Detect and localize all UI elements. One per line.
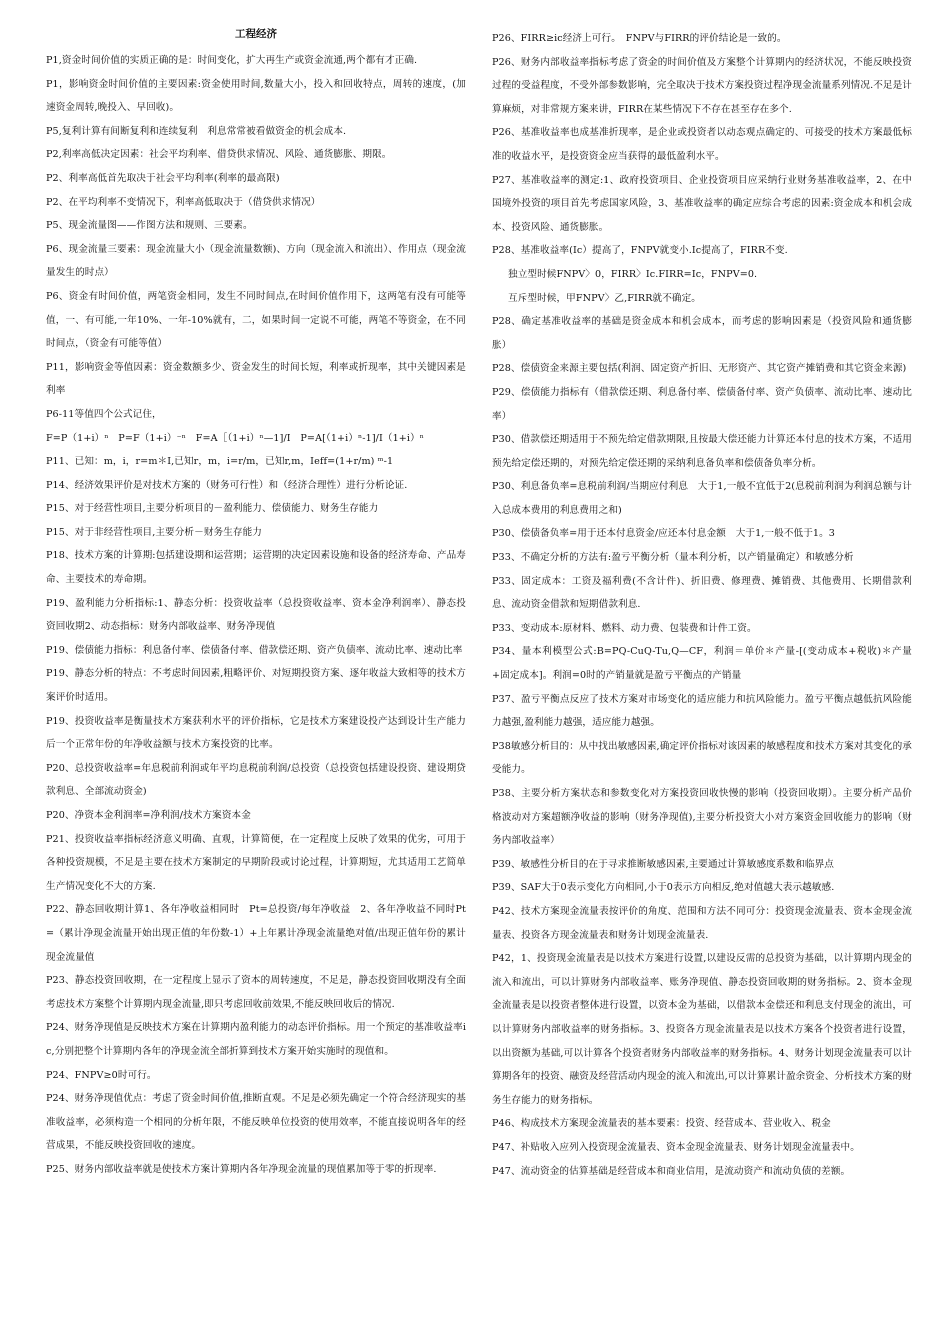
paragraph: P28、确定基准收益率的基础是资金成本和机会成本，而考虑的影响因素是（投资风险和通货膨胀） [492,316,912,351]
paragraph: P25、财务内部收益率就是使技术方案计算期内各年净现金流量的现值累加等于零的折现率. [46,1163,437,1175]
right-paragraphs [492,27,912,1183]
paragraph: P47、补贴收入应列入投资现金流量表、资本金现金流量表、财务计划现金流量表中。 [492,1141,860,1153]
paragraph: P1，影响资金时间价值的主要因素:资金使用时间,数量大小，投入和回收特点，周转的速度，(加速资金周转,晚投入、早回收)。 [46,78,466,114]
right-column [492,27,912,1183]
paragraph: P26、财务内部收益率指标考虑了资金的时间价值及方案整个计算期内的经济状况，不能反映投资过程的受益程度，不受外部参数影响，完全取决于技术方案投资过程净现金流量系列情况.不足是计算麻烦，对非常规方案来讲，FIRR在某些情况下不存在甚至存在多个. [492,56,912,115]
paragraph: P30、借款偿还期适用于不预先给定借款期限,且按最大偿还能力计算还本付息的技术方案，不适用预先给定偿还期的，对预先给定偿还期的采纳利息备负率和偿债备负率分析。 [492,434,912,469]
paragraph: P30、利息备负率=息税前利润/当期应付利息 大于1,一般不宜低于2(息税前利润为利润总额与计入总成本费用的利息费用之和) [492,481,912,516]
paragraph: P19、静态分析的特点：不考虑时间因素,粗略评价、对短期投资方案、逐年收益大致相等的技术方案评价时适用。 [46,668,466,704]
paragraph: P28、基准收益率(Ic）提高了，FNPV就变小.Ic提高了，FIRR不变. [492,245,788,257]
paragraph: P19、偿债能力指标：利息备付率、偿债备付率、借款偿还期、资产负债率、流动比率、速动比率 [46,644,463,656]
paragraph: P22、静态回收期计算1、各年净收益相同时 Pt=总投资/每年净收益 2、各年净收益不同时Pt=（累计净现金流量开始出现正值的年份数-1）+上年累计净现金流量绝对值/出现正值年份的累计现金流量值 [46,904,466,963]
left-paragraphs [46,49,466,1182]
paragraph: P24、财务净现值优点：考虑了资金时间价值,推断直观。不足是必须先确定一个符合经济现实的基准收益率，必须构造一个相同的分析年限，不能反映单位投资的使用效率，不能直接说明各年的经营成果，不能反映投资回收的速度。 [46,1093,466,1152]
paragraph: P23、静态投资回收期，在一定程度上显示了资本的周转速度，不足是，静态投资回收期没有全面考虑技术方案整个计算期内现金流量,即只考虑回收前效果,不能反映回收后的情况. [46,975,466,1010]
paragraph: P28、偿债资金来源主要包括(利润、固定资产折旧、无形资产、其它资产摊销费和其它资金来源) [492,363,907,375]
paragraph: P15、对于非经营性项目,主要分析－财务生存能力 [46,526,262,538]
paragraph: P5、现金流量图——作图方法和规则、三要素。 [46,220,253,232]
paragraph: P26、基准收益率也成基准折现率，是企业或投资者以动态观点确定的、可接受的技术方案最低标准的收益水平，是投资资金应当获得的最低盈利水平。 [492,127,912,162]
paragraph: P33、固定成本：工资及福利费(不含计件)、折旧费、修理费、摊销费、其他费用、长期借款利息、流动资金借款和短期借款利息. [492,575,912,611]
paragraph: P15、对于经营性项目,主要分析项目的－盈利能力、偿债能力、财务生存能力 [46,503,379,515]
paragraph: P29、偿债能力指标有（借款偿还期、利息备付率、偿债备付率、资产负债率、流动比率、速动比率） [492,386,912,422]
left-column [46,27,466,1182]
paragraph: P26、FIRR≥ic经济上可行。 FNPV与FIRR的评价结论是一致的。 [492,33,787,44]
paragraph: P2、在平均利率不变情况下，利率高低取决于（借贷供求情况） [46,196,321,208]
paragraph: P47、流动资金的估算基础是经营成本和商业信用，是流动资产和流动负债的差额。 [492,1165,851,1177]
paragraph: P2、利率高低首先取决于社会平均利率(利率的最高限) [46,172,280,184]
paragraph: P33、不确定分析的方法有:盈亏平衡分析（量本利分析，以产销量确定）和敏感分析 [492,552,854,564]
paragraph: 独立型时候FNPV〉0，FIRR〉Ic.FIRR=Ic，FNPV=0. [508,268,758,280]
paragraph: P19、投资收益率是衡量技术方案获利水平的评价指标，它是技术方案建设投产达到设计生产能力后一个正常年份的年净收益额与技术方案投资的比率。 [46,715,466,751]
paragraph: P6、现金流量三要素：现金流量大小（现金流量数额)、方向（现金流入和流出）、作用点（现金流量发生的时点） [46,243,466,279]
document-title: 工程经济 [235,28,277,40]
paragraph: P6-11等值四个公式记住， [46,408,162,420]
paragraph: P34、量本利模型公式:B=PQ-CuQ-Tu,Q—CF，利润＝单价＊产量-[(变动成本+税收)＊产量+固定成本]。利润=0时的产销量就是盈亏平衡点的产销量 [492,646,912,682]
paragraph: P38、主要分析方案状态和参数变化对方案投资回收快慢的影响（投资回收期）。主要分析产品价格波动对方案超额净收益的影响（财务净现值),主要分析投资大小对方案资金回收能力的影响（财务内部收益率） [492,788,912,847]
paragraph: P39、SAF大于0表示变化方向相同,小于0表示方向相反,绝对值越大表示越敏感. [492,882,835,894]
paragraph: P21、投资收益率指标经济意义明确、直观，计算简便，在一定程度上反映了效果的优劣，可用于各种投资规模，不足是主要在技术方案制定的早期阶段或讨论过程，计算期短，尤其适用工艺简单生产情况变化不大的方案. [46,833,466,892]
paragraph: P11，影响资金等值因素：资金数额多少、资金发生的时间长短，利率或折现率，其中关键因素是利率 [46,361,466,397]
paragraph: P46、构成技术方案现金流量表的基本要素：投资、经营成本、营业收入、税金 [492,1118,831,1130]
paragraph: P14、经济效果评价是对技术方案的（财务可行性）和（经济合理性）进行分析论证. [46,479,408,491]
paragraph: P24、FNPV≥0时可行。 [46,1069,157,1081]
paragraph: P39、敏感性分析目的在于寻求推断敏感因素,主要通过计算敏感度系数和临界点 [492,858,835,870]
paragraph: F=P（1+i）ⁿ P=F（1+i）⁻ⁿ F=A［（1+i）ⁿ—1]/I P=A[（1+i）ⁿ-1]/I（1+i）ⁿ [46,432,425,444]
paragraph: P5,复利计算有间断复利和连续复利 利息常常被看做资金的机会成本. [46,125,347,137]
paragraph: P24、财务净现值是反映技术方案在计算期内盈利能力的动态评价指标。用一个预定的基准收益率ic,分别把整个计算期内各年的净现金流全部折算到技术方案开始实施时的现值和。 [46,1022,466,1057]
paragraph: P30、偿债备负率=用于还本付息资金/应还本付息金额 大于1,一般不低于1。3 [492,528,836,540]
paragraph: P33、变动成本:原材料、燃料、动力费、包装费和计件工资。 [492,622,757,634]
paragraph: P42，1、投资现金流量表是以技术方案进行设置,以建设反需的总投资为基础，以计算期内现金的流入和流出，可以计算财务内部收益率、账务净现值、静态投资回收期的财务指标。2、资本金现金流量表是以投资者整体进行设置，以资本金为基础，以借款本金偿还和利息支付现金的流出，可以计算财务内部收益率的财务指标。3、投资各方现金流量表是以技术方案各个投资者进行设置，以出资额为基础,可以计算各个投资者财务内部收益率的财务指标。4、财务计划现金流量表可以计算期各年的投资、融资及经营活动内现金的流入和流出,可以计算累计盈余资金、分析技术方案的财务生存能力的财务指标。 [492,953,912,1106]
paragraph: P6、资金有时间价值，两笔资金相同，发生不同时间点,在时间价值作用下，这两笔有没有可能等值，一、有可能,一年10%、一年-10%就有，二，如果时间一定说不可能，两笔不等资金，在不同时间点，（资金有可能等值） [46,290,466,350]
paragraph: P42、技术方案现金流量表按评价的角度、范围和方法不同可分：投资现金流量表、资本金现金流量表、投资各方现金流量表和财务计划现金流量表. [492,905,912,941]
paragraph: P1,资金时间价值的实质正确的是：时间变化，扩大再生产或资金流通,两个都有才正确. [46,55,418,66]
paragraph: P19、盈利能力分析指标:1、静态分析：投资收益率（总投资收益率、资本金净利润率）、静态投资回收期2、动态指标：财务内部收益率、财务净现值 [46,597,466,633]
paragraph: P37、盈亏平衡点反应了技术方案对市场变化的适应能力和抗风险能力。盈亏平衡点越低抗风险能力越强,盈利能力越强，适应能力越强。 [492,693,912,729]
paragraph: P27、基准收益率的测定:1、政府投资项目、企业投资项目应采纳行业财务基准收益率，2、在中国境外投资的项目首先考虑国家风险，3、基准收益率的确定应综合考虑的因素:资金成本和机会成本、投资风险、通货膨胀。 [492,174,912,233]
paragraph: P20、净资本金利润率=净利润/技术方案资本金 [46,810,251,821]
paragraph: 互斥型时候，甲FNPV〉乙,FIRR就不确定。 [508,292,701,304]
paragraph: P20、总投资收益率=年息税前利润或年平均息税前利润/总投资（总投资包括建设投资、建设期贷款利息、全部流动资金) [46,762,466,798]
paragraph: P38敏感分析目的：从中找出敏感因素,确定评价指标对该因素的敏感程度和技术方案对其变化的承受能力。 [492,740,912,776]
paragraph: P2,利率高低决定因素：社会平均利率、借贷供求情况、风险、通货膨胀、期限。 [46,149,392,161]
paragraph: P18、技术方案的计算期:包括建设期和运营期；运营期的决定因素设施和设备的经济寿命、产品寿命、主要技术的寿命期。 [46,550,466,586]
paragraph: P11、已知：m，i，r=m＊I,已知r，m，i=r/m，已知r,m，Ieff=(1+r/m) ᵐ-1 [46,456,394,468]
